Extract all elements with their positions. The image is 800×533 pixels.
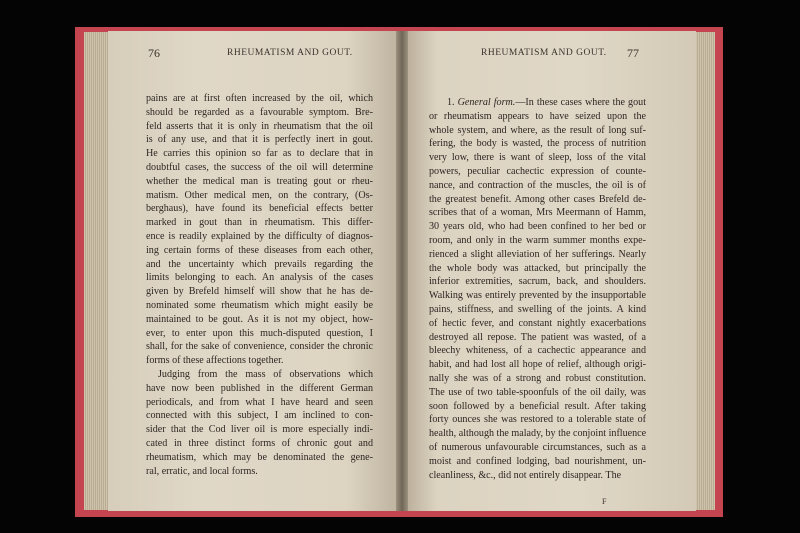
text-line: 30 years old, who had been confined to her bed or — [429, 221, 646, 233]
text-line: marked in gout than in rheumatism. This differ- — [146, 217, 373, 229]
text-line: pains are at first often increased by the oil, which — [146, 93, 373, 104]
section-number: 1. — [447, 97, 458, 108]
text-line: scribes that of a woman, Mrs Meermann of Hamm, — [429, 207, 646, 219]
signature-mark: F — [602, 497, 607, 506]
text-line: shall, for the sake of convenience, consider the chronic — [146, 341, 373, 353]
text-line: ing certain forms of these diseases from each other, — [146, 244, 373, 256]
left-page-number: 76 — [148, 46, 160, 60]
text-line: ever, to enter upon this much-disputed question, I — [146, 327, 373, 339]
text-line: very low, there is want of sleep, loss of the vital — [429, 152, 646, 164]
text-line: sider that the Cod liver oil is more especially indi- — [146, 424, 373, 436]
text-line: Judging from the mass of observations which — [158, 368, 373, 380]
text-line: room, and only in the warm summer months expe- — [429, 234, 646, 246]
text-line: of numerous unfavourable circumstances, such as a — [429, 441, 646, 453]
text-line: destroyed all repose. The patient was wasted, of a — [429, 331, 646, 343]
left-page-text — [146, 92, 373, 478]
right-page-text — [429, 96, 646, 482]
text-line: is of any use, and that it is perfectly inert in gout. — [146, 134, 373, 146]
text-line: whether the medical man is treating gout or rheu- — [146, 175, 373, 187]
text-line: have now been published in the different German — [146, 382, 373, 394]
text-line: rienced a slight alleviation of her sufferings. Nearly — [429, 248, 646, 260]
text-line: should be regarded as a favourable symptom. Bre- — [146, 106, 373, 118]
left-running-head: RHEUMATISM AND GOUT. — [227, 48, 353, 58]
text-line: the whole body was attacked, but principally the — [429, 262, 646, 274]
text-line: forty ounces she was restored to a tolerable state of — [429, 414, 646, 426]
text-line: feld asserts that it is only in rheumatism that the oil — [146, 120, 373, 132]
text-line: ral, erratic, and local forms. — [146, 465, 258, 477]
text-line: soon followed by a beneficial result. After taking — [429, 400, 646, 412]
text-line: fering, the body is wasted, the process of nutrition — [429, 138, 646, 150]
text-line: periodicals, and from what I have heard and seen — [146, 396, 373, 408]
text-line: bleechy whiteness, of a cachectic appearance and — [429, 345, 646, 357]
first-line-rest: —In these cases where the gout — [515, 97, 646, 108]
text-line: nominated some rheumatism which might easily be — [146, 299, 373, 311]
text-line: connected with this subject, I am inclined to con- — [146, 410, 373, 422]
text-line: Walking was entirely prevented by the insupportable — [429, 290, 646, 302]
text-line: or rheumatism appears to have seized upon the — [429, 110, 646, 122]
text-line: The use of two table-spoonfuls of the oil daily, was — [429, 386, 646, 398]
text-line: powers, peculiar cachectic expression of counte- — [429, 165, 646, 177]
text-line: habit, and had lost all hope of relief, although origi- — [429, 359, 646, 371]
text-line: rheumatism, which may be denominated the gene- — [146, 451, 373, 463]
text-line: cleanliness, &c., did not entirely disappear. The — [429, 469, 622, 481]
text-line: given by Brefeld himself will show that he has de- — [146, 286, 373, 298]
right-running-head: RHEUMATISM AND GOUT. — [481, 48, 607, 58]
text-line: berghaus), have found its beneficial effects better — [146, 203, 373, 215]
text-line: He carries this opinion so far as to declare that in — [146, 148, 373, 160]
text-line: nance, and contraction of the muscles, the oil is of — [429, 179, 646, 191]
text-line: of hectic fever, and constant nightly exacerbations — [429, 317, 646, 329]
text-line: pains, stiffness, and swelling of the joints. A kind — [429, 303, 646, 315]
text-line: the greatest benefit. Among other cases Brefeld de- — [429, 193, 646, 205]
text-line: matism. Other medical men, on the contrary, (Os- — [146, 189, 373, 201]
text-line: moist and confined lodging, bad nourishment, un- — [429, 455, 646, 467]
text-line: health, although the malady, by the conjoint influence — [429, 428, 646, 440]
text-line: cated in three distinct forms of chronic gout and — [146, 437, 373, 449]
text-line: ence is readily explained by the difficulty of diagnos- — [146, 230, 373, 242]
text-line: whole system, and where, as the result of long suf- — [429, 124, 646, 136]
text-line: forms of these affections together. — [146, 355, 284, 367]
text-line: doubtful cases, the success of the oil will determine — [146, 161, 373, 173]
first-paragraph-line — [429, 96, 646, 110]
section-title: General form. — [457, 97, 516, 108]
text-line: inferior extremities, sacrum, back, and shoulders. — [429, 276, 646, 288]
text-line: limits belonging to each. An analysis of the cases — [146, 272, 373, 284]
text-line: and the uncertainty which prevails regarding the — [146, 258, 373, 270]
text-line: nally she was of a strong and robust constitution. — [429, 372, 646, 384]
book-gutter — [396, 31, 408, 511]
right-page-number: 77 — [627, 46, 639, 60]
text-line: maintained to be gout. As it is not my object, how- — [146, 313, 373, 325]
